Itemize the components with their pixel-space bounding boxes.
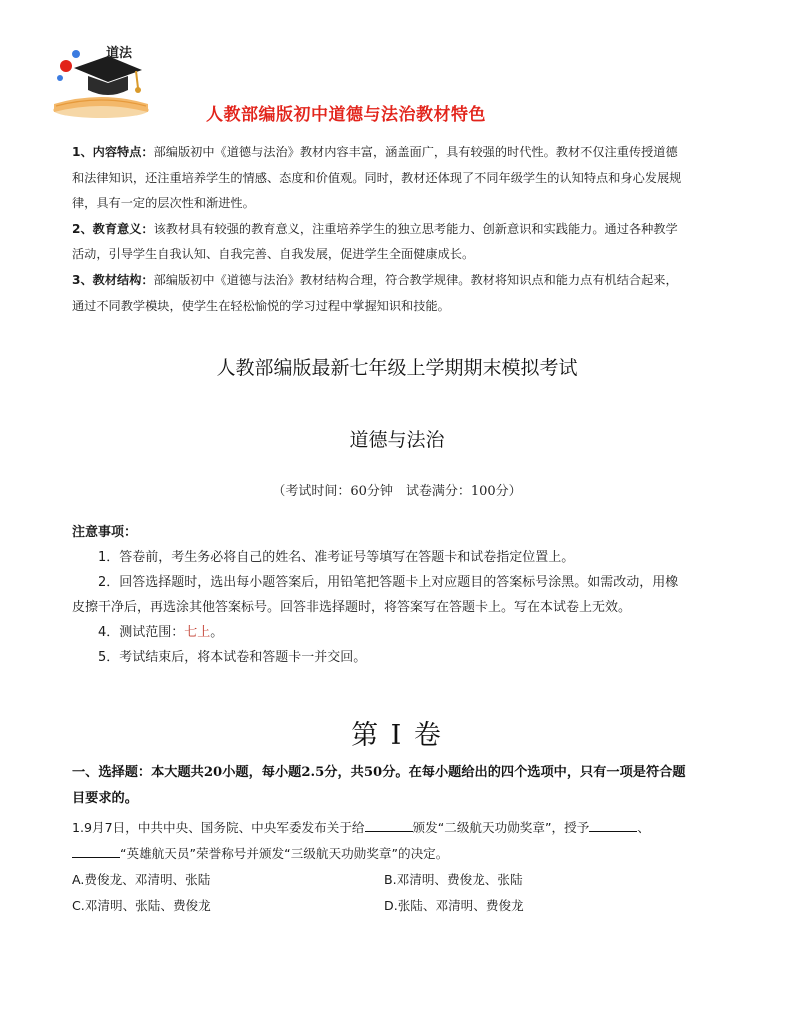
feature-item: 2、教育意义：该教材具有较强的教育意义，注重培养学生的独立思考能力、创新意识和实践能力。通过各种教学活动，引导学生自我认知、自我完善、自我发展，促进学生全面健康成长。: [72, 221, 678, 262]
graduation-cap-book-icon: [46, 38, 156, 122]
test-scope: 七上: [184, 625, 211, 640]
note-item: 2．回答选择题时，选出每小题答案后，用铅笔把答题卡上对应题目的答案标号涂黑。如需改动，用橡皮擦干净后，再选涂其他答案标号。回答非选择题时，将答案写在答题卡上。写在本试卷上无效。: [72, 575, 679, 615]
note-item: 1．答卷前，考生务必将自己的姓名、准考证号等填写在答题卡和试卷指定位置上。: [98, 550, 575, 565]
feature-item: 1、内容特点：部编版初中《道德与法治》教材内容丰富，涵盖面广，具有较强的时代性。教材不仅注重传授道德和法律知识，还注重培养学生的情感、态度和价值观。同时，教材还体现了不同年级学生的认知特点和身心发展规律，具有一定的层次性和渐进性。: [72, 145, 682, 211]
note-item: 5．考试结束后，将本试卷和答题卡一并交回。: [98, 650, 367, 665]
question-stem: 1.9月7日，中共中央、国务院、中央军委发布关于给 颁发“二级航天功勋奖章”，授予 、: [72, 815, 692, 841]
logo-label: 道法: [106, 46, 133, 61]
option-c: C.邓清明、张陆、费俊龙: [72, 898, 211, 913]
option-a: A.费俊龙、邓清明、张陆: [72, 872, 211, 887]
notes-heading: 注意事项：: [72, 525, 138, 540]
note-item: 4．测试范围：七上。: [98, 625, 224, 640]
answer-blank: [72, 843, 120, 858]
option-b: B.邓清明、费俊龙、张陆: [384, 872, 523, 887]
question-1: [72, 815, 692, 919]
options-row: [72, 893, 692, 919]
exam-notes: [72, 520, 684, 670]
exam-title: 人教部编版最新七年级上学期期末模拟考试: [216, 357, 578, 379]
textbook-features: [72, 140, 684, 319]
answer-blank: [365, 817, 413, 832]
question-stem-cont: “英雄航天员”荣誉称号并颁发“三级航天功勋奖章”的决定。: [72, 841, 692, 867]
options-row: [72, 867, 692, 893]
exam-subject: 道德与法治: [349, 429, 445, 451]
exam-info: （考试时间：60分钟 试卷满分：100分）: [272, 484, 522, 499]
volume-heading: 第 I 卷: [351, 720, 443, 751]
banner-title: 人教部编版初中道德与法治教材特色: [206, 105, 486, 125]
feature-item: 3、教材结构：部编版初中《道德与法治》教材结构合理，符合教学规律。教材将知识点和能力点有机结合起来，通过不同教学模块，使学生在轻松愉悦的学习过程中掌握知识和技能。: [72, 272, 678, 313]
subject-logo: [46, 38, 156, 122]
section-heading: 一、选择题：本大题共20小题，每小题2.5分，共50分。在每小题给出的四个选项中，只有一项是符合题目要求的。: [72, 765, 686, 806]
option-d: D.张陆、邓清明、费俊龙: [384, 898, 524, 913]
answer-blank: [589, 817, 637, 832]
